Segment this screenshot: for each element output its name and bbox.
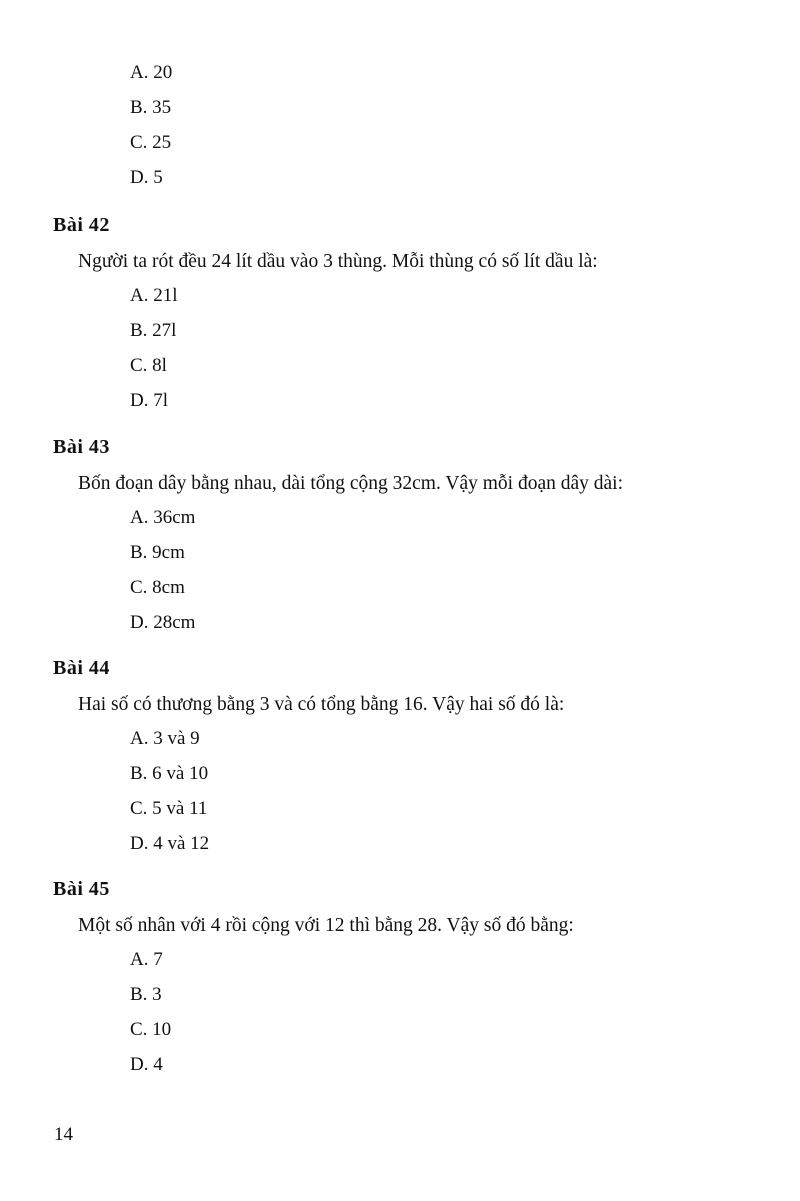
option-b: B. 3 <box>130 984 162 1005</box>
option-a: A. 36cm <box>130 507 196 528</box>
page-number: 14 <box>54 1124 73 1145</box>
exercise-question: Một số nhân với 4 rồi cộng với 12 thì bằng 28. Vậy số đó bằng: <box>78 915 574 936</box>
option-c: C. 8cm <box>130 577 185 598</box>
option-b: B. 35 <box>130 97 172 118</box>
option-c: C. 8l <box>130 355 167 376</box>
option-c: C. 10 <box>130 1019 172 1040</box>
exercise-title: Bài 44 <box>53 657 110 679</box>
option-d: D. 4 và 12 <box>130 833 210 854</box>
option-b: B. 27l <box>130 320 177 341</box>
option-d: D. 4 <box>130 1054 163 1075</box>
exercise-title: Bài 43 <box>53 436 110 458</box>
option-a: A. 20 <box>130 62 173 83</box>
option-d: D. 28cm <box>130 612 196 633</box>
exercise-question: Bốn đoạn dây bằng nhau, dài tổng cộng 32cm. Vậy mỗi đoạn dây dài: <box>78 473 623 494</box>
exercise-title: Bài 42 <box>53 214 110 236</box>
option-d: D. 7l <box>130 390 168 411</box>
option-b: B. 6 và 10 <box>130 763 209 784</box>
option-b: B. 9cm <box>130 542 185 563</box>
option-c: C. 25 <box>130 132 172 153</box>
exercise-question: Người ta rót đều 24 lít dầu vào 3 thùng. Mỗi thùng có số lít dầu là: <box>78 251 598 272</box>
option-c: C. 5 và 11 <box>130 798 208 819</box>
exercise-question: Hai số có thương bằng 3 và có tổng bằng 16. Vậy hai số đó là: <box>78 694 565 715</box>
exercise-title: Bài 45 <box>53 878 110 900</box>
option-a: A. 7 <box>130 949 163 970</box>
option-d: D. 5 <box>130 167 163 188</box>
option-a: A. 21l <box>130 285 178 306</box>
option-a: A. 3 và 9 <box>130 728 200 749</box>
